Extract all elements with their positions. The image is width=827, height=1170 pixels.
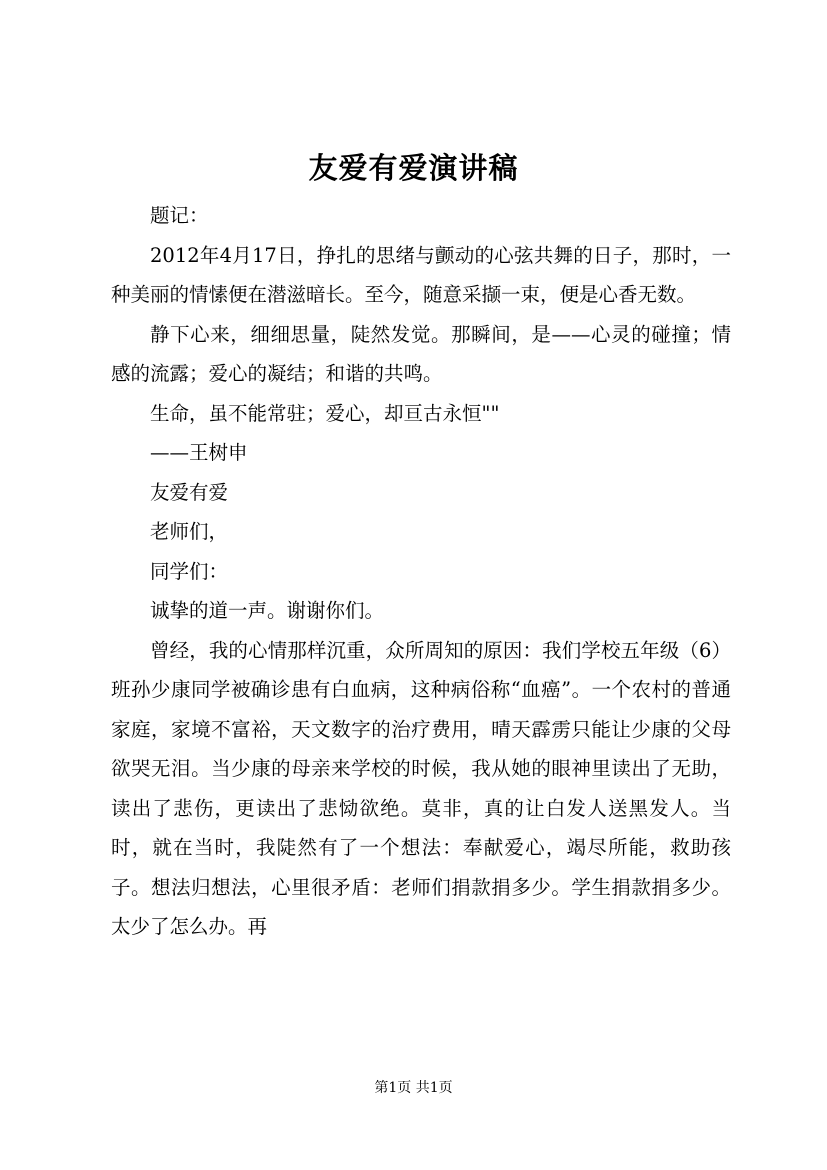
page-footer: 第1页 共1页 (374, 1080, 453, 1096)
paragraph-quote: 生命，虽不能常驻；爱心，却亘古永恒"" (150, 401, 500, 425)
paragraph-subtitle: 友爱有爱 (150, 480, 229, 504)
paragraph-date: 2012年4月17日，挣扎的思绪与颤动的心弦共舞的日子，那时，一种美丽的情愫便在潜滋暗长。至今，随意采撷一束，便是心香无数。 (111, 243, 731, 306)
document-body (111, 196, 731, 947)
document-title: 友爱有爱演讲稿 (308, 151, 519, 185)
paragraph-greeting-students: 同学们： (150, 559, 229, 583)
paragraph-greeting-teachers: 老师们， (150, 520, 229, 543)
paragraph-author: ——王树申 (150, 441, 248, 464)
paragraph-story: 曾经，我的心情那样沉重，众所周知的原因：我们学校五年级（6）班孙少康同学被确诊患有白血病，这种病俗称“血癌”。一个农村的普通家庭，家境不富裕，天文数字的治疗费用，晴天霹雳只能让少康的父母欲哭无泪。当少康的母亲来学校的时候，我从她的眼神里读出了无助，读出了悲伤，更读出了悲恸欲绝。莫非，真的让白发人送黑发人。当时，就在当时，我陡然有了一个想法：奉献爱心，竭尽所能，救助孩子。想法归想法，心里很矛盾：老师们捐款捐多少。学生捐款捐多少。太少了怎么办。再 (111, 638, 731, 938)
paragraph-epigraph-label: 题记： (150, 204, 209, 227)
paragraph-thanks: 诚挚的道一声。谢谢你们。 (150, 599, 385, 622)
paragraph-reflection: 静下心来，细细思量，陡然发觉。那瞬间，是——心灵的碰撞；情感的流露；爱心的凝结；和谐的共鸣。 (111, 322, 731, 385)
